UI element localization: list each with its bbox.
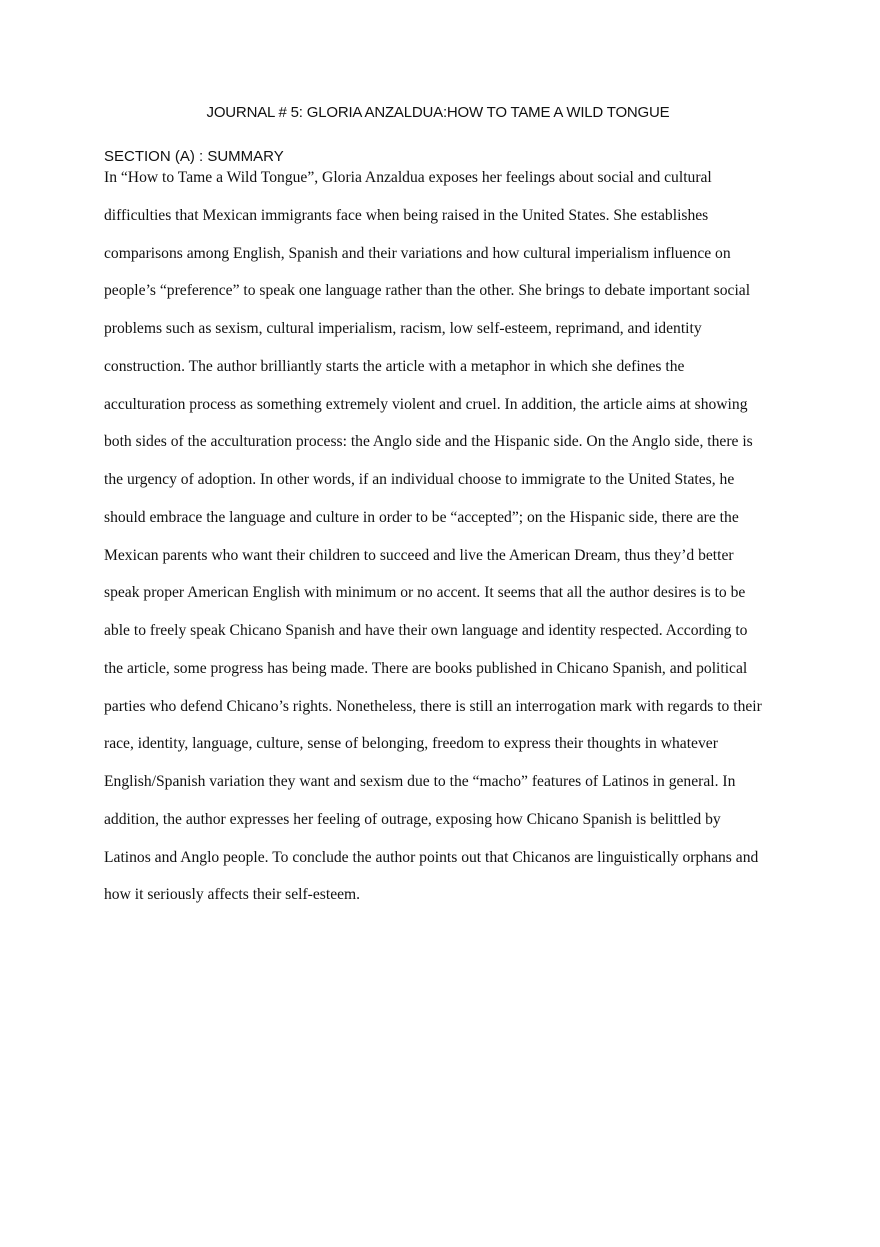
paragraph-line: addition, the author expresses her feeling of outrage, exposing how Chicano Spanish is belittled by [104,810,721,828]
paragraph-line: comparisons among English, Spanish and their variations and how cultural imperialism influence on [104,244,731,262]
paragraph-line: should embrace the language and culture in order to be “accepted”; on the Hispanic side, there are the [104,508,739,526]
paragraph-line: race, identity, language, culture, sense of belonging, freedom to express their thoughts in whatever [104,735,718,753]
paragraph-line: problems such as sexism, cultural imperialism, racism, low self-esteem, reprimand, and identity [104,320,702,337]
paragraph-line: In “How to Tame a Wild Tongue”, Gloria Anzaldua exposes her feelings about social and cultural [104,169,712,186]
summary-paragraph [104,168,784,923]
paragraph-line: speak proper American English with minimum or no accent. It seems that all the author desires is to be [104,584,746,602]
paragraph-line: Latinos and Anglo people. To conclude the author points out that Chicanos are linguistically orphans and [104,848,759,866]
paragraph-line: parties who defend Chicano’s rights. Nonetheless, there is still an interrogation mark with regards to their [104,697,762,715]
document-title: JOURNAL # 5: GLORIA ANZALDUA:HOW TO TAME A WILD TONGUE [206,104,670,121]
paragraph-line: both sides of the acculturation process: the Anglo side and the Hispanic side. On the Anglo side, there is [104,433,753,451]
paragraph-line: the article, some progress has being made. There are books published in Chicano Spanish, and political [104,659,748,677]
paragraph-line: how it seriously affects their self-esteem. [104,886,361,904]
paragraph-line: able to freely speak Chicano Spanish and have their own language and identity respected. According to [104,622,748,639]
paragraph-line: construction. The author brilliantly starts the article with a metaphor in which she defines the [104,357,685,375]
paragraph-line: difficulties that Mexican immigrants face when being raised in the United States. She establishes [104,206,709,224]
paragraph-line: acculturation process as something extremely violent and cruel. In addition, the article aims at showing [104,395,748,413]
paragraph-line: people’s “preference” to speak one language rather than the other. She brings to debate important social [104,282,751,300]
section-heading: SECTION (A) : SUMMARY [104,148,284,165]
paragraph-line: the urgency of adoption. In other words, if an individual choose to immigrate to the United States, he [104,471,735,488]
paragraph-line: Mexican parents who want their children to succeed and live the American Dream, thus they’d better [104,546,734,564]
paragraph-line: English/Spanish variation they want and sexism due to the “macho” features of Latinos in general. In [104,773,736,790]
